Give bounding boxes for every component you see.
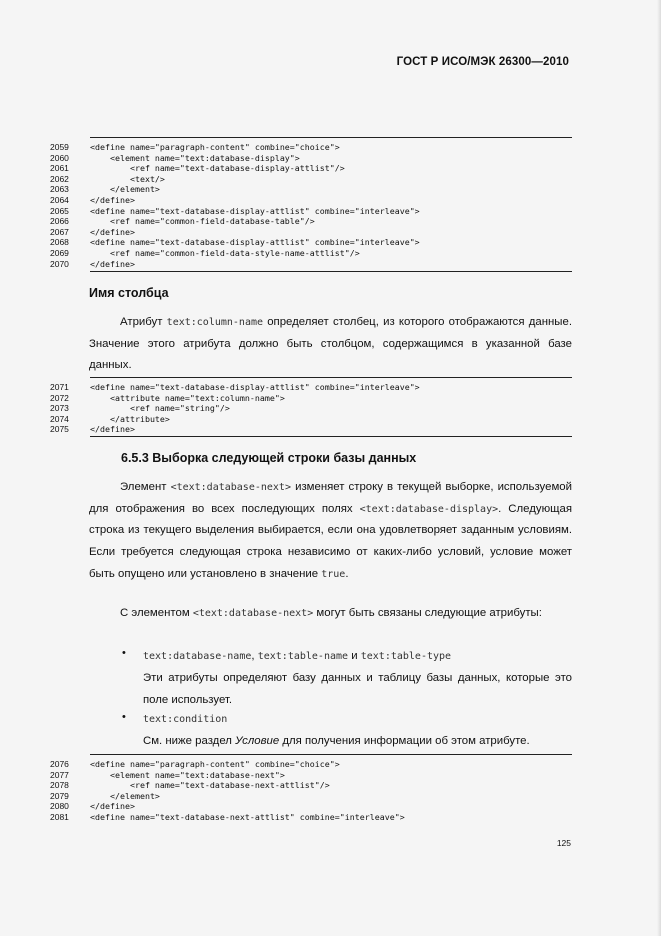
code-text: </element> <box>90 790 160 801</box>
code-text: <define name="text-database-next-attlist" combine="interleave"> <box>90 812 405 822</box>
line-number: 2073 <box>50 403 69 414</box>
line-number: 2080 <box>50 801 69 812</box>
line-number: 2071 <box>50 382 69 392</box>
code-text: <ref name="string"/> <box>90 403 230 414</box>
code-text: <ref name="common-field-data-style-name-attlist"/> <box>90 248 360 258</box>
code-inline: text:condition <box>143 714 228 725</box>
line-number: 2064 <box>50 195 69 205</box>
paragraph-attributes-intro <box>89 603 572 625</box>
code-text: <define name="paragraph-content" combine="choice"> <box>90 759 340 769</box>
code-text: <text/> <box>90 173 165 184</box>
text: Атрибут <box>120 316 167 328</box>
code-text: <ref name="text-database-display-attlist"/> <box>90 163 345 174</box>
line-number: 2077 <box>50 769 69 780</box>
text: С элементом <box>120 607 193 619</box>
page-number: 125 <box>556 838 571 848</box>
code-top-rule <box>90 754 572 755</box>
code-inline: text:table-type <box>360 651 452 662</box>
code-text: </define> <box>90 226 135 237</box>
code-text: </define> <box>90 195 135 205</box>
code-top-rule <box>90 137 572 138</box>
code-text: <attribute name="text:column-name"> <box>90 392 285 403</box>
code-text: <ref name="text-database-next-attlist"/> <box>90 780 330 791</box>
line-number: 2076 <box>50 759 69 769</box>
line-number: 2062 <box>50 173 69 184</box>
line-number: 2081 <box>50 812 69 822</box>
line-number: 2068 <box>50 237 69 248</box>
code-inline: text:column-name <box>166 317 263 328</box>
bullet-item-2 <box>143 709 572 731</box>
code-text: </attribute> <box>90 413 170 424</box>
text-emphasis: Условие <box>235 735 280 747</box>
code-listing-3 <box>50 754 572 824</box>
code-inline: true <box>321 568 346 580</box>
code-text: <ref name="common-field-database-table"/> <box>90 216 315 227</box>
line-number: 2059 <box>50 142 69 152</box>
code-text: </define> <box>90 801 135 812</box>
bullet-item-2-description <box>143 731 572 753</box>
bullet-item-1 <box>143 646 572 668</box>
code-text: <define name="paragraph-content" combine="choice"> <box>90 142 340 152</box>
code-text: <element name="text:database-next"> <box>90 769 285 780</box>
line-number: 2079 <box>50 790 69 801</box>
code-inline: <text:database-next> <box>192 608 314 619</box>
code-inline: text:database-name <box>143 651 252 662</box>
code-text: <define name="text-database-display-attlist" combine="interleave"> <box>90 237 420 248</box>
code-inline: text:table-name <box>257 651 349 662</box>
code-top-rule <box>90 377 572 378</box>
text: . Следующая строка из текущего выделения выбирается, если она удовлетворяет заданным условиям. Если требуется следующая строка независимо от каких-либо условий, условие может быть опущено или установлено в значение <box>89 502 573 580</box>
bullet-marker: • <box>122 711 126 723</box>
code-text: <element name="text:database-display"> <box>90 152 300 163</box>
line-number: 2061 <box>50 163 69 174</box>
section-title-6-5-3: 6.5.3 Выборка следующей строки базы данных <box>121 451 417 465</box>
code-text: <define name="text-database-display-attlist" combine="interleave"> <box>90 382 420 392</box>
text: и <box>348 650 361 662</box>
line-number: 2078 <box>50 780 69 791</box>
paragraph-column-name <box>89 312 572 377</box>
text: могут быть связаны следующие атрибуты: <box>313 607 542 619</box>
line-number: 2072 <box>50 392 69 403</box>
section-title-column-name: Имя столбца <box>89 286 169 300</box>
line-number: 2066 <box>50 216 69 227</box>
code-inline: <text:database-next> <box>170 482 291 493</box>
line-number: 2075 <box>50 424 69 435</box>
line-number: 2060 <box>50 152 69 163</box>
paragraph-database-next <box>89 477 572 586</box>
code-text: </element> <box>90 184 160 195</box>
code-listing-1 <box>50 137 572 274</box>
line-number: 2067 <box>50 226 69 237</box>
line-number: 2069 <box>50 248 69 258</box>
code-text: <define name="text-database-display-attlist" combine="interleave"> <box>90 205 420 216</box>
code-bottom-rule <box>90 271 572 272</box>
line-number: 2065 <box>50 205 69 216</box>
code-listing-2 <box>50 377 572 439</box>
bullet-item-1-description: Эти атрибуты определяют базу данных и таблицу базы данных, которые это поле использует. <box>143 672 572 706</box>
line-number: 2063 <box>50 184 69 195</box>
page-edge <box>657 0 661 936</box>
line-number: 2074 <box>50 413 69 424</box>
text: См. ниже раздел <box>143 735 236 747</box>
bullet-marker: • <box>122 647 126 659</box>
code-text: </define> <box>90 424 135 435</box>
code-text: </define> <box>90 258 135 269</box>
text: изменяет строку в текущей выборке, используемой для отображения во всех последующих полях <box>89 481 572 515</box>
text: , <box>251 650 258 662</box>
text: для получения информации об этом атрибуте. <box>279 735 530 747</box>
text: . <box>345 567 349 580</box>
text: Элемент <box>120 481 171 493</box>
document-header: ГОСТ Р ИСО/МЭК 26300—2010 <box>396 56 569 68</box>
code-inline: <text:database-display> <box>359 503 499 515</box>
code-bottom-rule <box>90 436 572 437</box>
line-number: 2070 <box>50 258 69 269</box>
text: определяет столбец, из которого отображаются данные. Значение этого атрибута должно быть столбцом, содержащимся в указанной базе данных. <box>89 316 572 372</box>
